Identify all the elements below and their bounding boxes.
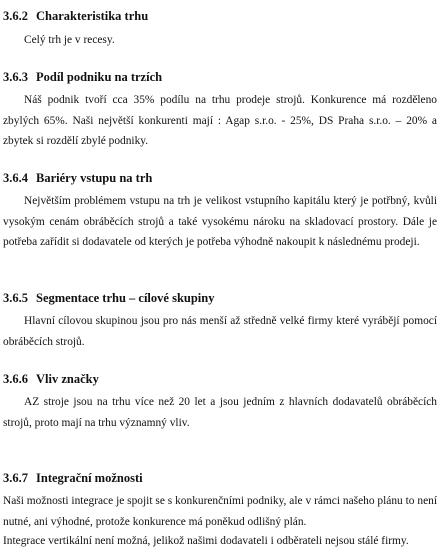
paragraph: Největším problémem vstupu na trh je velikost vstupního kapitálu který je potřbný, kvůli vysokým cenám obráběcích strojů a také vysokému nároku na skladovací prostory. Dále je potřeba zařídit si dodavatele od kterých je potřeba výhodně nakoupit k následnému prodeji.	[3, 195, 437, 248]
section-number: 3.6.5	[3, 291, 28, 305]
section-number: 3.6.3	[3, 70, 28, 84]
section-title: Integrační možnosti	[36, 471, 143, 485]
section-title: Vliv značky	[36, 372, 99, 386]
paragraph: Hlavní cílovou skupinou jsou pro nás menší až středně velké firmy které vyrábějí pomocí obráběcích strojů.	[3, 315, 437, 348]
paragraph: AZ stroje jsou na trhu více než 20 let a jsou jedním z hlavních dodavatelů obráběcích strojů, proto mají na trhu významný vliv.	[3, 396, 437, 429]
heading-segmentace-trhu	[3, 291, 214, 306]
heading-charakteristika-trhu	[3, 9, 148, 24]
section-number: 3.6.4	[3, 171, 28, 185]
section-number: 3.6.6	[3, 372, 28, 386]
section-number: 3.6.7	[3, 471, 28, 485]
heading-integracni-moznosti	[3, 471, 143, 486]
heading-podil-podniku	[3, 70, 162, 85]
heading-vliv-znacky	[3, 372, 99, 387]
heading-bariery-vstupu	[3, 171, 152, 186]
paragraph: Integrace vertikální není možná, jelikož našimi dodavateli i odběrateli nejsou stálé firmy.	[3, 535, 409, 547]
section-number: 3.6.2	[3, 9, 28, 23]
paragraph: Celý trh je v recesy.	[24, 34, 115, 46]
section-title: Podíl podniku na trzích	[36, 70, 163, 84]
section-title: Charakteristika trhu	[36, 9, 149, 23]
section-title: Segmentace trhu – cílové skupiny	[36, 291, 215, 305]
paragraph: Naši možnosti integrace je spojit se s konkurenčními podniky, ale v rámci našeho plánu to není nutné, ani výhodné, protože konkurence má poněkud odlišný plán.	[3, 495, 437, 528]
section-title: Bariéry vstupu na trh	[36, 171, 153, 185]
paragraph: Náš podnik tvoří cca 35% podílu na trhu prodeje strojů. Konkurence má rozděleno zbylých 65%. Naši největší konkurenti mají : Agap s.r.o. - 25%, DS Praha s.r.o. – 20% a zbytek si rozdělí zbylé podniky.	[3, 94, 437, 147]
